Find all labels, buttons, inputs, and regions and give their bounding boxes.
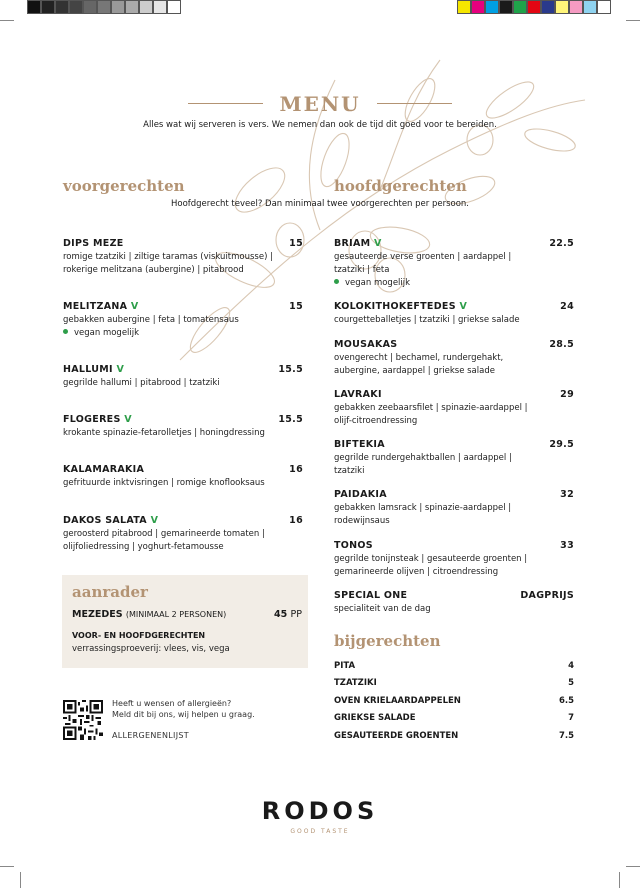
item-name: SPECIAL ONE: [334, 590, 408, 601]
allergen-list-link[interactable]: ALLERGENENLIJST: [112, 731, 189, 740]
item-price: 29: [560, 389, 574, 400]
side-name: PITA: [334, 661, 356, 671]
item-description: romige tzatziki | ziltige taramas (viskuitmousse) |: [63, 252, 273, 262]
allergy-line-2: Meld dit bij ons, wij helpen u graag.: [112, 710, 255, 719]
item-description: gesauteerde verse groenten | aardappel |: [334, 252, 512, 262]
item-description: tzatziki: [334, 466, 365, 476]
side-item: [334, 661, 574, 671]
item-price: 28.5: [549, 339, 574, 350]
vegan-note: vegan mogelijk: [345, 278, 411, 288]
menu-item-dakos-salata: [63, 515, 303, 554]
side-price: 5: [568, 678, 574, 688]
sides-heading: bijgerechten: [334, 632, 441, 650]
item-name: DIPS MEZE: [63, 238, 124, 249]
starters-heading: voorgerechten: [63, 177, 185, 195]
side-name: GRIEKSE SALADE: [334, 713, 416, 723]
side-price: 6.5: [558, 696, 574, 706]
menu-item-flogeres: [63, 414, 303, 440]
item-description: krokante spinazie-fetarolletjes | honingdressing: [63, 428, 265, 438]
item-name: BRIAM: [334, 238, 371, 249]
crop-mark: [0, 866, 14, 867]
item-description: rodewijnsaus: [334, 516, 390, 526]
item-price: 16: [289, 464, 303, 475]
vegetarian-mark: V: [124, 414, 132, 425]
item-description: ovengerecht | bechamel, rundergehakt,: [334, 353, 504, 363]
recommendation-panel: [62, 575, 308, 668]
vegan-note: vegan mogelijk: [74, 328, 140, 338]
item-description: courgetteballetjes | tzatziki | griekse salade: [334, 315, 520, 325]
item-price: 15.5: [278, 364, 303, 375]
item-price: 24: [560, 301, 574, 312]
side-price: 7.5: [558, 731, 574, 741]
crop-mark: [626, 866, 640, 867]
side-name: GESAUTEERDE GROENTEN: [334, 731, 459, 741]
side-item: [334, 731, 574, 741]
item-name: LAVRAKI: [334, 389, 382, 400]
brand-tagline: GOOD TASTE: [290, 828, 350, 835]
item-description: geroosterd pitabrood | gemarineerde tomaten |: [63, 529, 265, 539]
menu-item-kolokithokeftedes: [334, 301, 574, 327]
side-item: [334, 678, 574, 688]
item-name: TONOS: [334, 540, 373, 551]
item-name: KOLOKITHOKEFTEDES: [334, 301, 456, 312]
vegan-dot-icon: [334, 279, 339, 284]
menu-item-dips-meze: [63, 238, 303, 277]
item-description: rokerige melitzana (aubergine) | pitabrood: [63, 265, 244, 275]
menu-item-lavraki: [334, 389, 574, 428]
item-price: 15.5: [278, 414, 303, 425]
item-price: 32: [560, 489, 574, 500]
recommendation-description: verrassingsproeverij: vlees, vis, vega: [72, 644, 230, 654]
item-description: tzatziki | feta: [334, 265, 390, 275]
menu-item-melitzana: [63, 301, 303, 340]
item-name: FLOGERES: [63, 414, 121, 425]
item-price: 15: [289, 301, 303, 312]
grayscale-calibration-strip: [27, 0, 181, 15]
item-price: 29.5: [549, 439, 574, 450]
item-note: (MINIMAAL 2 PERSONEN): [125, 610, 227, 619]
menu-item-tonos: [334, 540, 574, 579]
item-description: gegrilde rundergehaktballen | aardappel |: [334, 453, 512, 463]
menu-intro: Alles wat wij serveren is vers. We nemen dan ook de tijd dit goed voor te bereiden.: [143, 120, 497, 130]
vegetarian-mark: V: [150, 515, 159, 526]
side-price: 7: [568, 713, 574, 723]
item-price: 45: [273, 609, 288, 620]
item-price: 15: [289, 238, 303, 249]
item-description: gefrituurde inktvisringen | romige knoflooksaus: [63, 478, 265, 488]
crop-mark: [619, 872, 620, 888]
price-unit: PP: [290, 609, 302, 620]
menu-item-kalamarakia: [63, 464, 303, 490]
crop-mark: [0, 20, 14, 21]
item-name: KALAMARAKIA: [63, 464, 145, 475]
menu-item-mousakas: [334, 339, 574, 378]
vegetarian-mark: V: [374, 238, 382, 249]
vegan-dot-icon: [63, 329, 68, 334]
recommendation-subtitle: VOOR- EN HOOFDGERECHTEN: [72, 631, 206, 640]
recommendation-title: aanrader: [72, 583, 148, 601]
item-price: 33: [560, 540, 574, 551]
mains-heading: hoofdgerechten: [334, 177, 467, 195]
menu-item-biftekia: [334, 439, 574, 478]
crop-mark: [20, 872, 21, 888]
item-description: specialiteit van de dag: [334, 604, 431, 614]
item-description: olijf-citroendressing: [334, 416, 418, 426]
menu-item-special-one: [334, 590, 574, 616]
item-name: MELITZANA: [63, 301, 128, 312]
side-name: TZATZIKI: [334, 678, 377, 688]
allergy-line-1: Heeft u wensen of allergieën?: [112, 699, 232, 708]
menu-title: MENU: [279, 92, 361, 116]
menu-item-paidakia: [334, 489, 574, 528]
menu-item-briam: [334, 238, 574, 290]
side-name: OVEN KRIELAARDAPPELEN: [334, 696, 461, 706]
item-description: olijfoliedressing | yoghurt-fetamousse: [63, 542, 224, 552]
brand-logo: RODOS: [261, 797, 379, 825]
crop-mark: [626, 20, 640, 21]
recommendation-item: [72, 609, 302, 620]
item-name: BIFTEKIA: [334, 439, 385, 450]
item-name: HALLUMI: [63, 364, 113, 375]
item-description: aubergine, aardappel | griekse salade: [334, 366, 495, 376]
color-calibration-strip: [457, 0, 611, 15]
item-name: MOUSAKAS: [334, 339, 398, 350]
vegetarian-mark: V: [130, 301, 139, 312]
vegetarian-mark: V: [459, 301, 468, 312]
item-description: gemarineerde olijven | citroendressing: [334, 567, 499, 577]
allergen-qr-code[interactable]: [63, 700, 103, 740]
item-description: gegrilde hallumi | pitabrood | tzatziki: [63, 378, 220, 388]
item-price: 22.5: [549, 238, 574, 249]
item-price: DAGPRIJS: [520, 590, 574, 601]
vegetarian-mark: V: [116, 364, 125, 375]
item-name: PAIDAKIA: [334, 489, 387, 500]
item-description: gebakken aubergine | feta | tomatensaus: [63, 315, 239, 325]
item-name: DAKOS SALATA: [63, 515, 147, 526]
sections-subtitle: Hoofdgerecht teveel? Dan minimaal twee voorgerechten per persoon.: [170, 199, 469, 209]
side-price: 4: [568, 661, 574, 671]
item-price: 16: [289, 515, 303, 526]
item-description: gebakken lamsrack | spinazie-aardappel |: [334, 503, 512, 513]
item-description: gegrilde tonijnsteak | gesauteerde groenten |: [334, 554, 528, 564]
side-item: [334, 696, 574, 706]
side-item: [334, 713, 574, 723]
menu-item-hallumi: [63, 364, 303, 390]
item-description: gebakken zeebaarsfilet | spinazie-aardappel |: [334, 403, 528, 413]
item-name: MEZEDES: [72, 609, 123, 620]
